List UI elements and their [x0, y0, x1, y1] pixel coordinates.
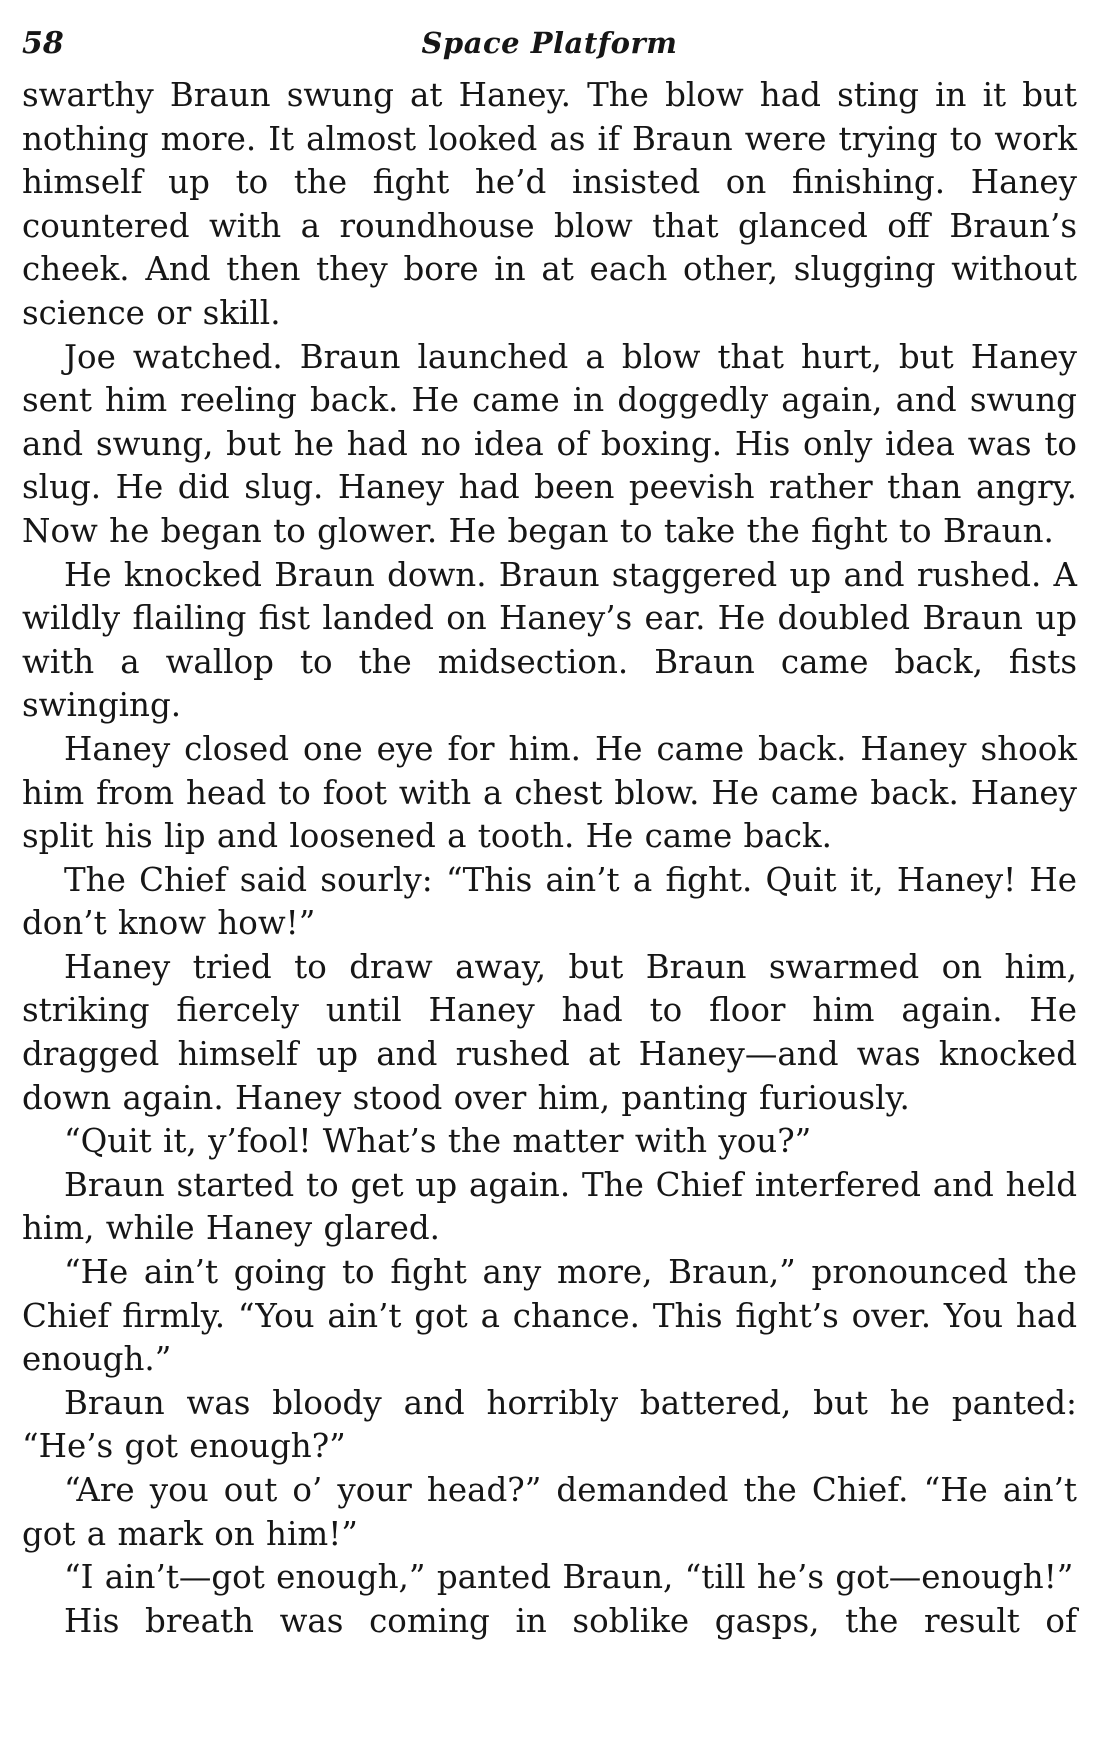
page-header [22, 26, 1077, 70]
paragraph-13: His breath was coming in soblike gasps, the result of [64, 1601, 1077, 1640]
paragraph-10: Braun was bloody and horribly battered, but he panted: “He’s got enough?” [22, 1383, 1077, 1466]
paragraph-6: Haney tried to draw away, but Braun swarmed on him, striking fiercely until Haney had to floor him again. He dragged himself up and rushed at Haney—and was knocked down again. Haney stood over him, panting furiously. [22, 947, 1077, 1117]
paragraph-3: He knocked Braun down. Braun staggered up and rushed. A wildly flailing fist landed on Haney’s ear. He doubled Braun up with a wallop to the midsection. Braun came back, fists swinging. [22, 555, 1077, 725]
paragraph-4: Haney closed one eye for him. He came back. Haney shook him from head to foot with a chest blow. He came back. Haney split his lip and loosened a tooth. He came back. [22, 729, 1077, 856]
paragraph-7: “Quit it, y’fool! What’s the matter with you?” [64, 1122, 812, 1161]
paragraph-5: The Chief said sourly: “This ain’t a fight. Quit it, Haney! He don’t know how!” [22, 860, 1077, 943]
book-page [22, 26, 1077, 1643]
paragraph-11: “Are you out o’ your head?” demanded the Chief. “He ain’t got a mark on him!” [22, 1471, 1077, 1553]
paragraph-8: Braun started to get up again. The Chief interfered and held him, while Haney glared. [22, 1165, 1077, 1248]
paragraph-12: “I ain’t—got enough,” panted Braun, “till he’s got—enough!” [64, 1558, 1074, 1597]
paragraph-2: Joe watched. Braun launched a blow that hurt, but Haney sent him reeling back. He came in doggedly again, and swung and swung, but he had no idea of boxing. His only idea was to slug. He did slug. Haney had been peevish rather than angry. Now he began to glower. He began to take the fight to Braun. [22, 337, 1077, 550]
paragraph-9: “He ain’t going to fight any more, Braun,” pronounced the Chief firmly. “You ain’t got a chance. This fight’s over. You had enough.” [22, 1253, 1077, 1379]
page-number: 58 [22, 26, 64, 61]
body-text [22, 74, 1077, 1643]
running-title: Space Platform [421, 26, 678, 60]
paragraph-1: swarthy Braun swung at Haney. The blow had sting in it but nothing more. It almost looked as if Braun were trying to work himself up to the fight he’d insisted on finishing. Haney countered with a roundhouse blow that glanced off Braun’s cheek. And then they bore in at each other, slugging without science or skill. [22, 76, 1077, 332]
